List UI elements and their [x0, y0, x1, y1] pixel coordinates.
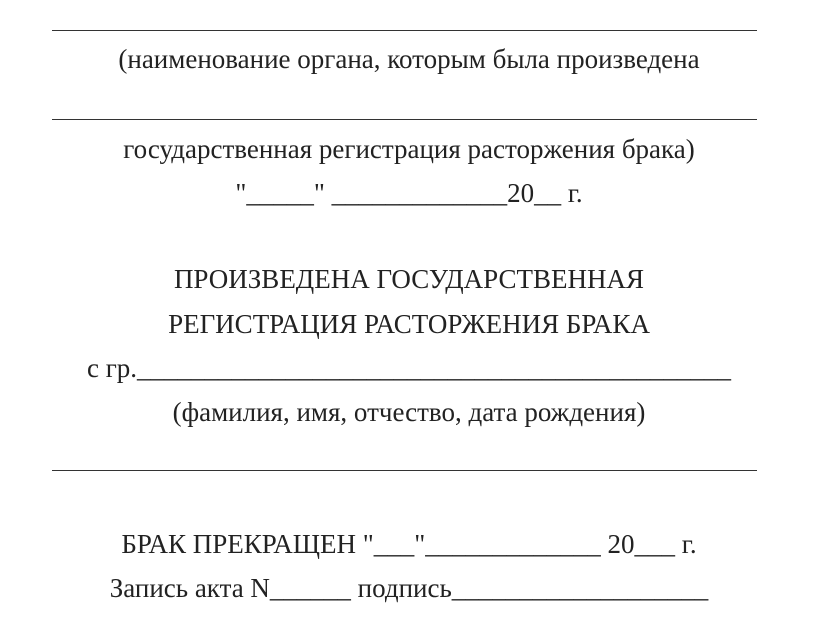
authority-rule-top	[52, 30, 757, 31]
authority-rule-middle	[52, 119, 757, 120]
citizen-caption: (фамилия, имя, отчество, дата рождения)	[172, 397, 646, 427]
record-signature-line: Запись акта N______ подпись___________________	[109, 573, 709, 603]
authority-caption-line-1: (наименование органа, которым была произведена	[118, 44, 700, 74]
registration-date-line: "_____" _____________20__ г.	[235, 178, 583, 208]
heading-line-2: РЕГИСТРАЦИЯ РАСТОРЖЕНИЯ БРАКА	[168, 309, 650, 339]
authority-caption-line-2: государственная регистрация расторжения брака)	[123, 134, 695, 164]
marriage-ended-line: БРАК ПРЕКРАЩЕН "___"_____________ 20___ г.	[121, 529, 697, 559]
citizen-name-line: с гр.____________________________________________	[86, 353, 732, 383]
heading-line-1: ПРОИЗВЕДЕНА ГОСУДАРСТВЕННАЯ	[173, 264, 645, 294]
citizen-rule-bottom	[52, 470, 757, 471]
